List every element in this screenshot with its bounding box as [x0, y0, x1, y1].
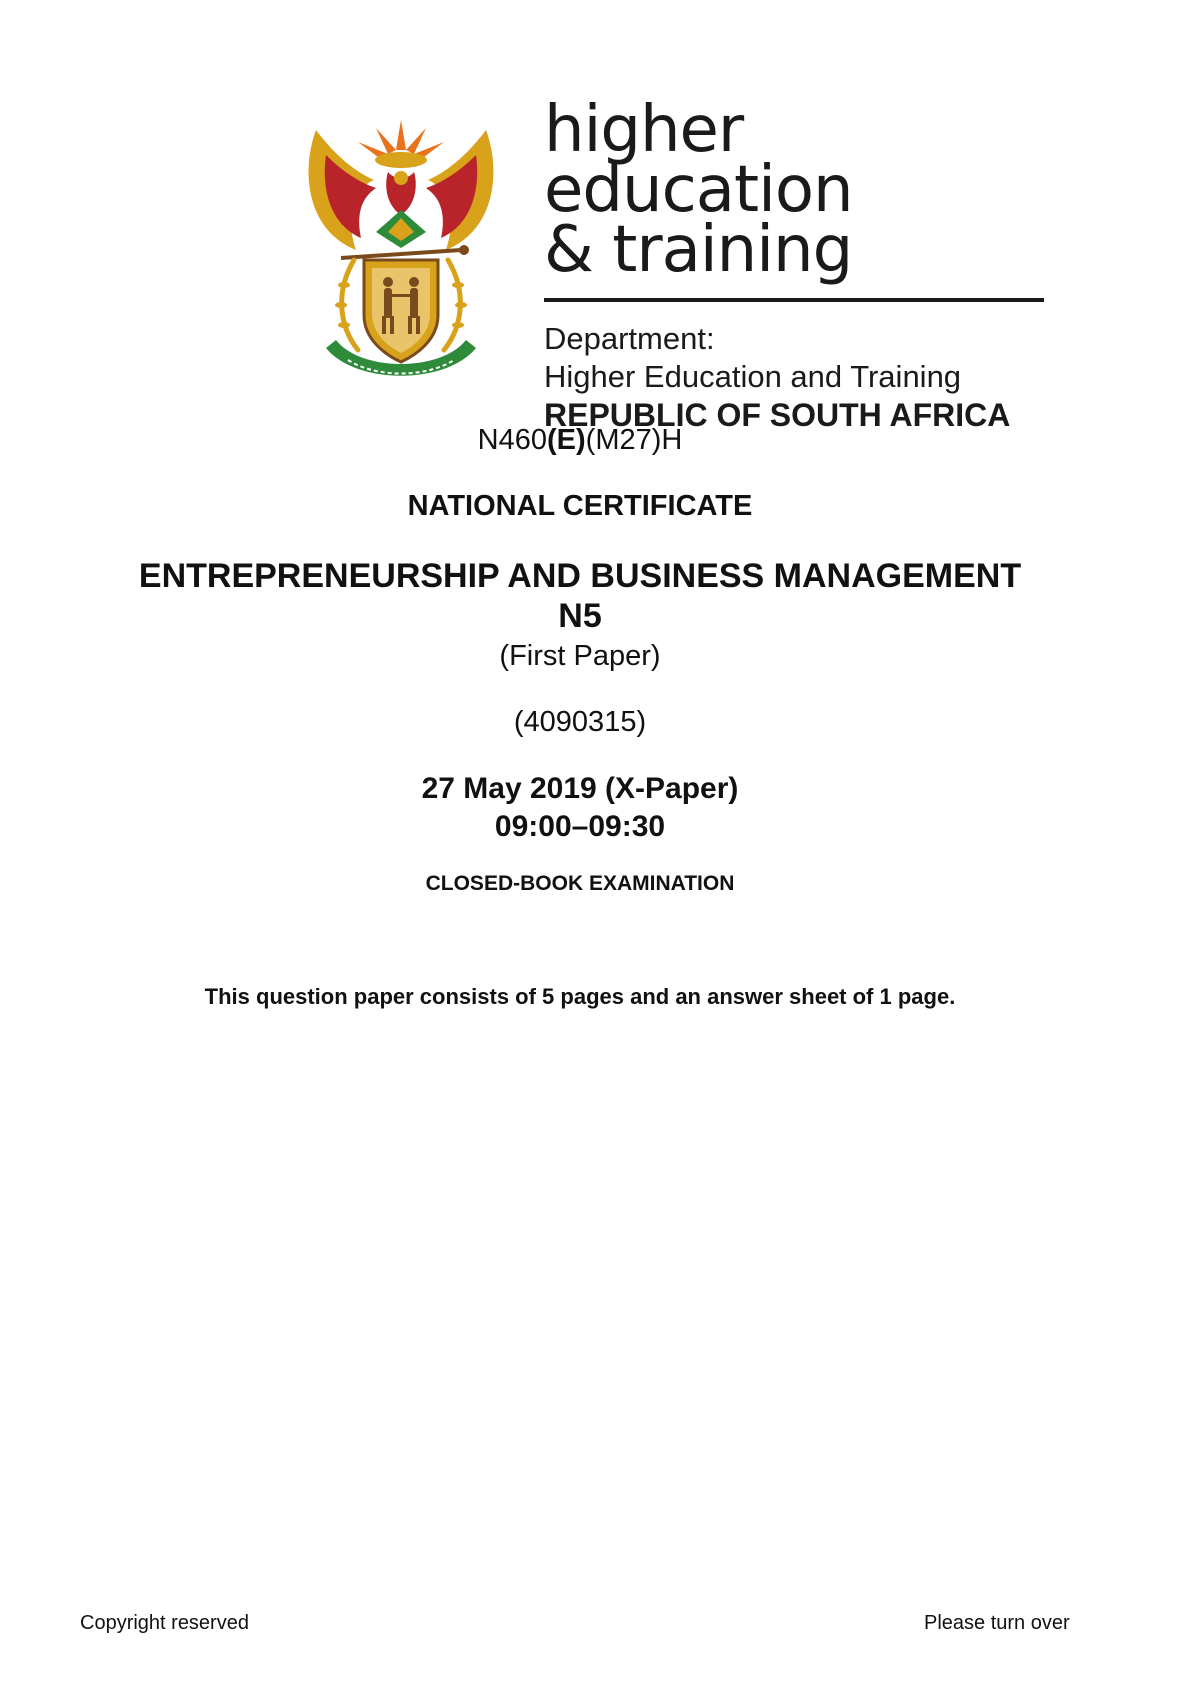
paper-code: [0, 424, 1160, 457]
dept-line-1: higher education: [544, 93, 853, 227]
dept-label: Department:: [544, 321, 715, 356]
dept-name: Higher Education and Training: [544, 359, 962, 394]
department-logotype: [544, 93, 1044, 434]
subject-block: [0, 556, 1160, 636]
coat-of-arms-icon: [296, 110, 506, 390]
page-count-note: This question paper consists of 5 pages and an answer sheet of 1 page.: [204, 984, 956, 1009]
dept-divider: [544, 298, 1044, 302]
exam-type: CLOSED-BOOK EXAMINATION: [425, 872, 735, 895]
dept-line-2: & training: [544, 213, 853, 287]
country-name: REPUBLIC OF SOUTH AFRICA: [544, 397, 1011, 433]
exam-time: 09:00–09:30: [494, 810, 666, 843]
certificate-title: NATIONAL CERTIFICATE: [407, 490, 753, 522]
exam-date: 27 May 2019 (X-Paper): [421, 772, 739, 805]
paper-code-prefix: N460: [477, 424, 547, 456]
exam-date-block: [0, 770, 1160, 846]
paper-code-language: (E): [546, 424, 586, 456]
subject-title: ENTREPRENEURSHIP AND BUSINESS MANAGEMENT: [138, 557, 1022, 595]
turn-over-footer: Please turn over: [924, 1612, 1070, 1634]
paper-code-suffix: (M27)H: [585, 424, 683, 456]
paper-number: (First Paper): [499, 640, 661, 672]
subject-code: (4090315): [513, 706, 647, 738]
copyright-footer: Copyright reserved: [80, 1612, 249, 1634]
subject-level: N5: [558, 597, 602, 635]
